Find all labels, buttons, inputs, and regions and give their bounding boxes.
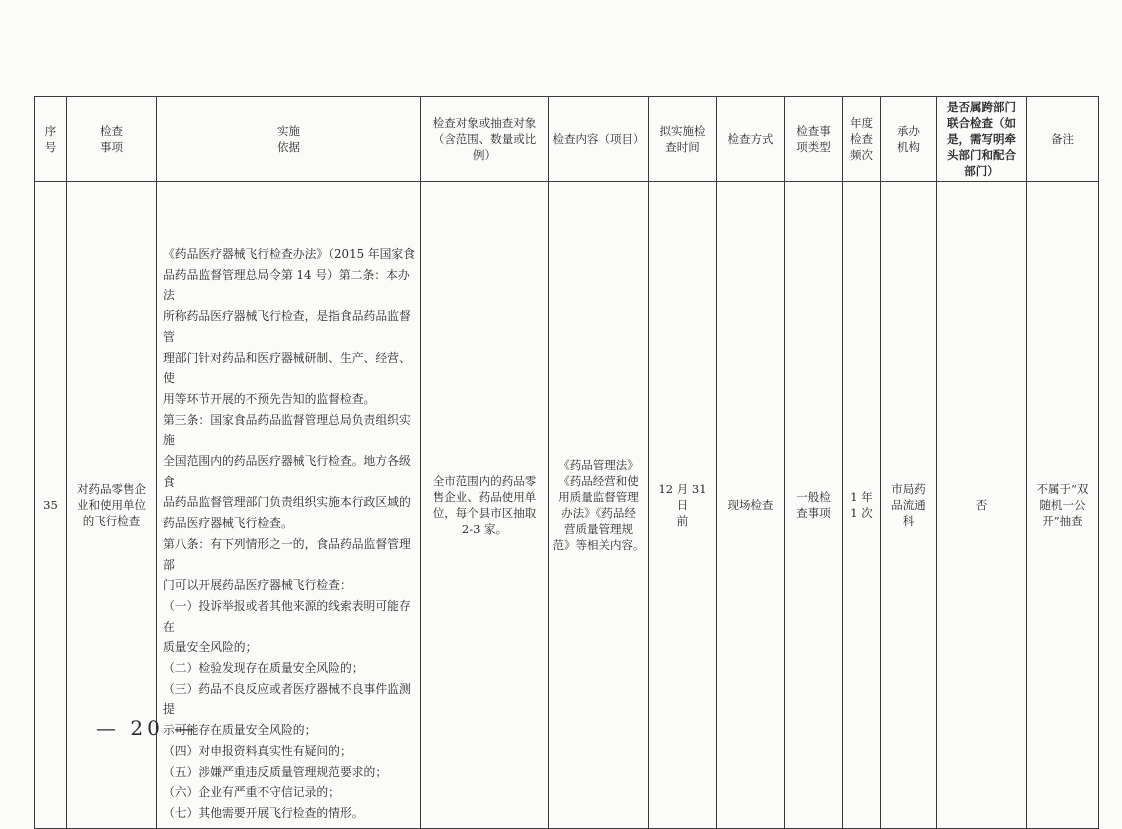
basis-line: 品药品监督管理部门负责组织实施本行政区域的 xyxy=(163,495,411,510)
basis-line: （六）企业有严重不守信记录的； xyxy=(163,785,340,800)
cell-time: 12 月 31 日 前 xyxy=(649,182,717,829)
header-joint: 是否属跨部门 联合检查（如 是，需写明牵 头部门和配合 部门） xyxy=(937,97,1027,182)
basis-line: 药品医疗器械飞行检查。 xyxy=(163,516,293,531)
basis-line: 示可能存在质量安全风险的； xyxy=(163,723,317,738)
cell-item: 对药品零售企 业和使用单位 的飞行检查 xyxy=(67,182,157,829)
table-header-row xyxy=(35,97,1099,182)
header-seq: 序 号 xyxy=(35,97,67,182)
basis-line: （二）检验发现存在质量安全风险的； xyxy=(163,661,364,676)
header-type: 检查事 项类型 xyxy=(785,97,843,182)
cell-target: 全市范围内的药品零 售企业、药品使用单 位，每个县市区抽取 2-3 家。 xyxy=(421,182,549,829)
header-org: 承办 机构 xyxy=(881,97,937,182)
basis-line: （五）涉嫌严重违反质量管理规范要求的； xyxy=(163,764,388,779)
header-basis: 实施 依据 xyxy=(157,97,421,182)
basis-line: 用等环节开展的不预先告知的监督检查。 xyxy=(163,391,376,406)
cell-remark: 不属于“双 随机一公 开”抽查 xyxy=(1027,182,1099,829)
header-remark: 备注 xyxy=(1027,97,1099,182)
basis-line: （一）投诉举报或者其他来源的线索表明可能存在 xyxy=(163,598,411,634)
basis-line: （三）药品不良反应或者医疗器械不良事件监测提 xyxy=(163,681,411,717)
basis-line: 理部门针对药品和医疗器械研制、生产、经营、使 xyxy=(163,350,411,386)
header-item: 检查 事项 xyxy=(67,97,157,182)
basis-line: 质量安全风险的； xyxy=(163,640,258,655)
cell-method: 现场检查 xyxy=(717,182,785,829)
basis-line: 第八条：有下列情形之一的，食品药品监督管理部 xyxy=(163,536,411,572)
header-target: 检查对象或抽查对象 （含范围、数量或比 例） xyxy=(421,97,549,182)
basis-line: 《药品医疗器械飞行检查办法》（2015 年国家食 xyxy=(163,247,416,261)
basis-line: 所称药品医疗器械飞行检查，是指食品药品监督管 xyxy=(163,309,411,344)
cell-joint: 否 xyxy=(937,182,1027,829)
page-number: — 20 — xyxy=(96,716,199,740)
basis-line: 全国范围内的药品医疗器械飞行检查。地方各级食 xyxy=(163,454,411,489)
cell-org: 市局药 品流通 科 xyxy=(881,182,937,829)
cell-freq: 1 年 1 次 xyxy=(843,182,881,829)
header-time: 拟实施检 查时间 xyxy=(649,97,717,182)
cell-content: 《药品管理法》 《药品经营和使 用质量监督管理 办法》《药品经 营质量管理规 范》等相关内容。 xyxy=(549,182,649,829)
basis-line: （七）其他需要开展飞行检查的情形。 xyxy=(163,805,364,820)
basis-line: 门可以开展药品医疗器械飞行检查： xyxy=(163,578,352,593)
header-content: 检查内容（项目） xyxy=(549,97,649,182)
header-method: 检查方式 xyxy=(717,97,785,182)
basis-line: （四）对申报资料真实性有疑问的； xyxy=(163,743,352,758)
cell-seq: 35 xyxy=(35,182,67,829)
header-freq: 年度 检查 频次 xyxy=(843,97,881,182)
basis-line: 第三条：国家食品药品监督管理总局负责组织实施 xyxy=(163,412,411,448)
basis-line: 品药品监督管理总局令第 14 号）第二条：本办法 xyxy=(163,267,410,303)
cell-type: 一般检 查事项 xyxy=(785,182,843,829)
